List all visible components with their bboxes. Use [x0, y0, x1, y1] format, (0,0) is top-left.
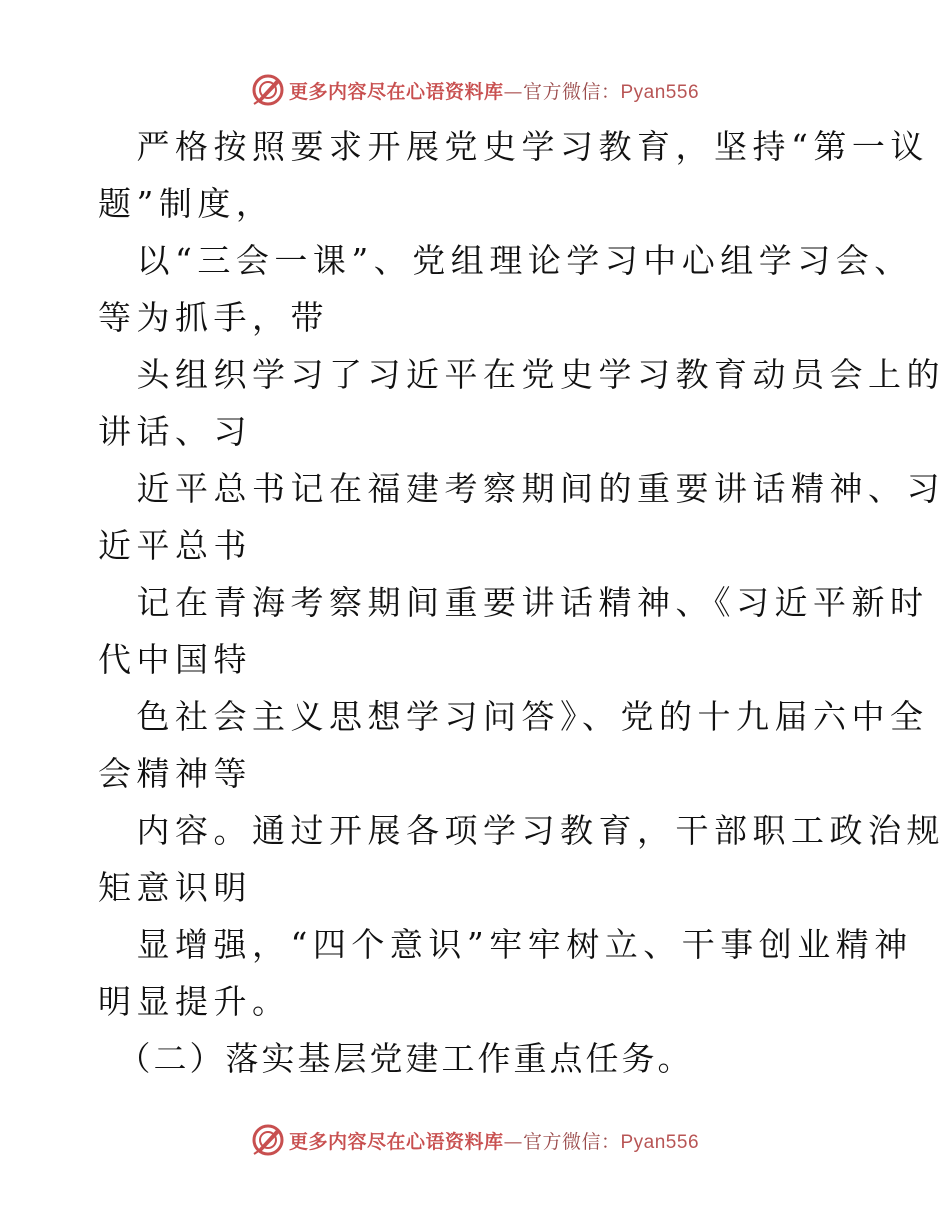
body-line: 严格按照要求开展党史学习教育，坚持“第一议 — [98, 127, 929, 166]
section-heading: （二）落实基层党建工作重点任务。 — [98, 1039, 694, 1078]
header-banner-id: Pyan556 — [620, 81, 700, 103]
header-banner — [0, 70, 950, 110]
body-line: 会精神等 — [98, 754, 252, 793]
body-line: 以“三会一课”、党组理论学习中心组学习会、 — [98, 241, 913, 280]
header-banner-brand: 更多内容尽在心语资料库 — [288, 80, 504, 103]
body-line: 题”制度， — [98, 184, 275, 223]
footer-banner-inner — [251, 1123, 699, 1157]
header-banner-text — [289, 77, 699, 104]
body-line: 记在青海考察期间重要讲话精神、《习近平新时 — [98, 583, 929, 622]
header-banner-separator: — — [503, 80, 523, 103]
body-line: 代中国特 — [98, 640, 252, 679]
quill-pen-logo-icon — [251, 73, 285, 107]
body-line: 色社会主义思想学习问答》、党的十九届六中全 — [98, 697, 929, 736]
body-line: 近平总书记在福建考察期间的重要讲话精神、习 — [98, 469, 945, 508]
body-line: 内容。通过开展各项学习教育，干部职工政治规 — [98, 811, 945, 850]
quill-pen-logo-icon — [251, 1123, 285, 1157]
header-banner-label: 官方微信： — [522, 80, 621, 103]
body-line: 近平总书 — [98, 526, 252, 565]
footer-banner-id: Pyan556 — [620, 1131, 700, 1153]
body-line: 明显提升。 — [98, 982, 291, 1021]
header-banner-inner — [251, 73, 699, 107]
footer-banner-separator: — — [503, 1130, 523, 1153]
body-line: 显增强，“四个意识”牢牢树立、干事创业精神 — [98, 925, 913, 964]
footer-banner-text — [289, 1127, 699, 1154]
footer-banner-label: 官方微信： — [522, 1130, 621, 1153]
footer-banner — [0, 1120, 950, 1160]
body-line: 头组织学习了习近平在党史学习教育动员会上的 — [98, 355, 945, 394]
body-line: 讲话、习 — [98, 412, 252, 451]
footer-banner-brand: 更多内容尽在心语资料库 — [288, 1130, 504, 1153]
body-line: 等为抓手，带 — [98, 298, 329, 337]
body-line: 矩意识明 — [98, 868, 252, 907]
